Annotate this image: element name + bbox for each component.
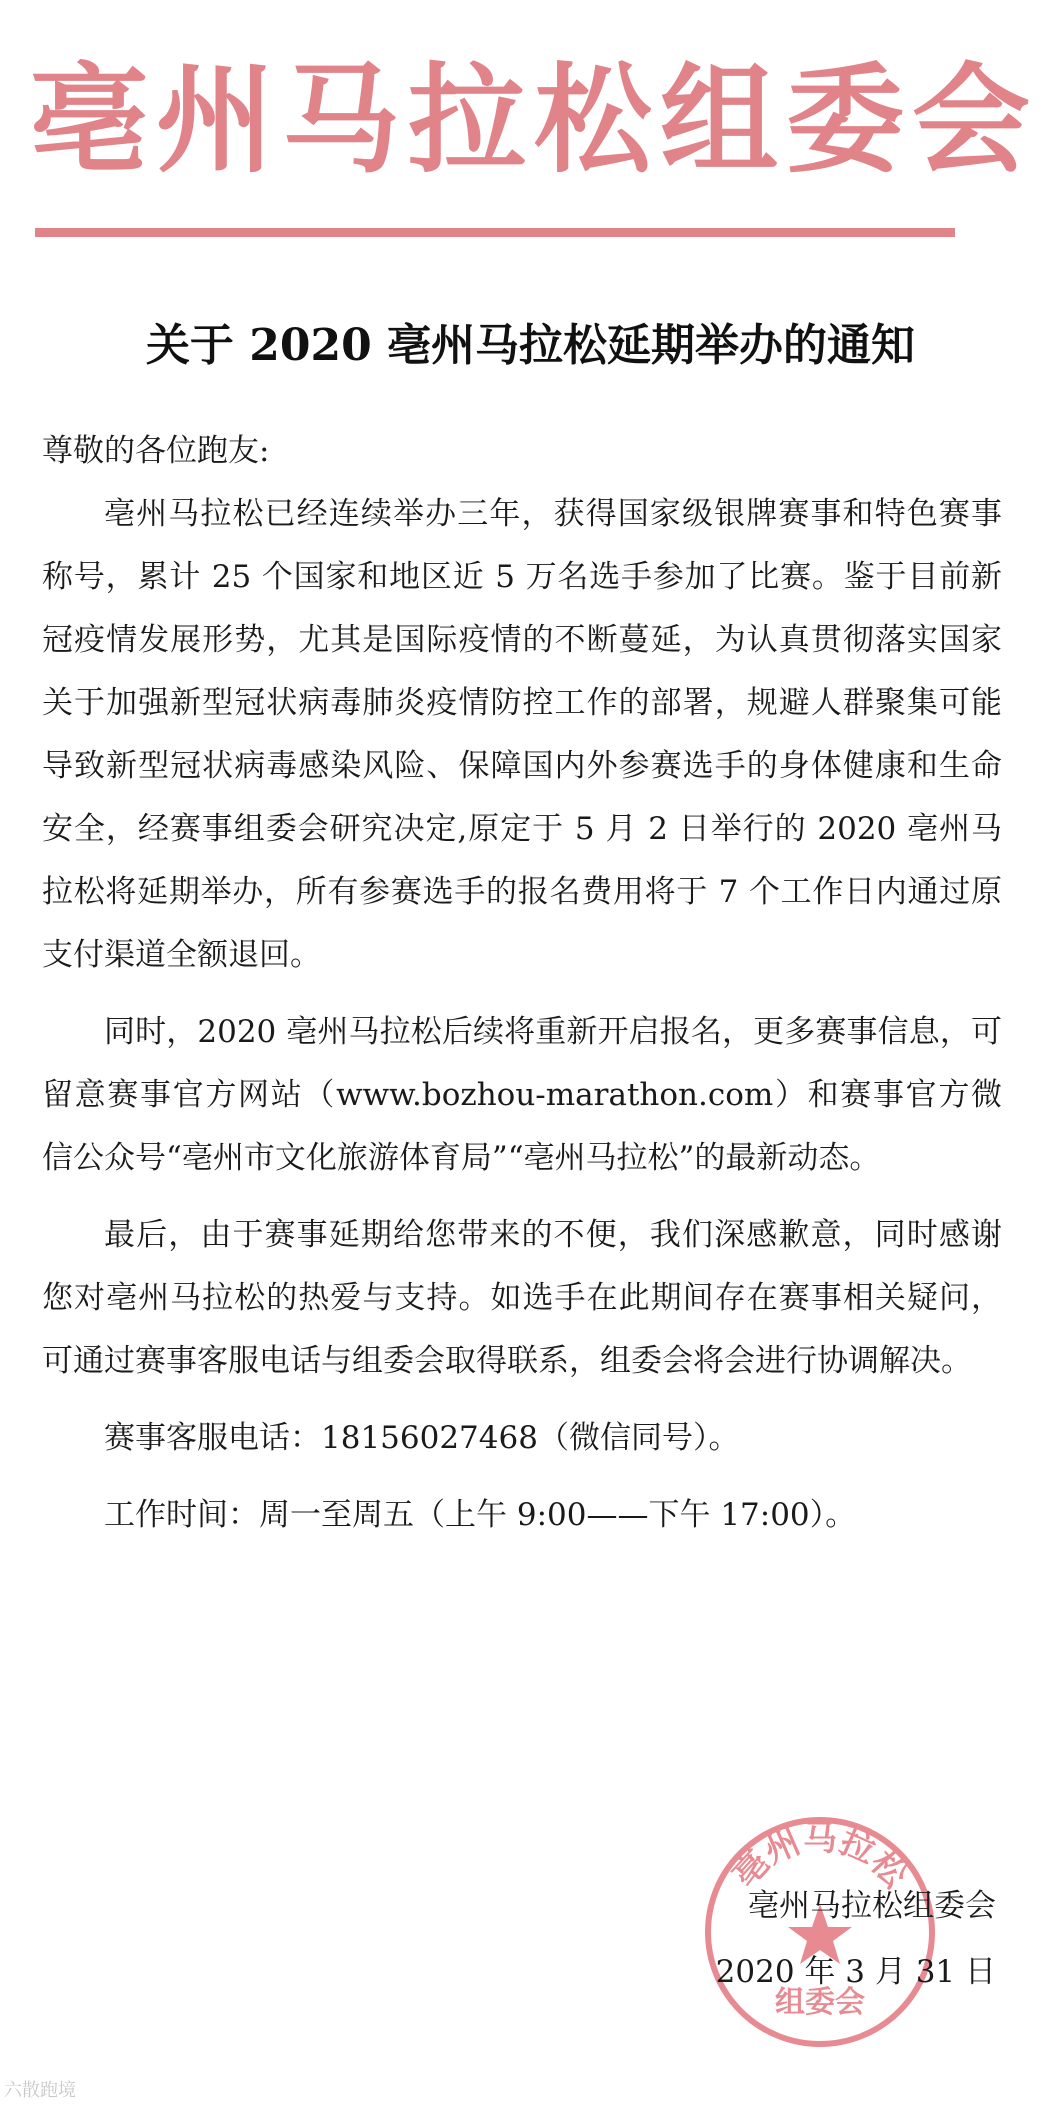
paragraph-apology: 最后，由于赛事延期给您带来的不便，我们深感歉意，同时感谢您对亳州马拉松的热爱与支持。如选手在此期间存在赛事相关疑问，可通过赛事客服电话与组委会取得联系，组委会将会进行协调解决。 <box>42 1217 1002 1379</box>
notice-body <box>42 420 1002 1561</box>
signature-org: 亳州马拉松组委会 <box>748 1888 996 1924</box>
seal-top-text: 亳州马拉松 <box>725 1819 915 1896</box>
letterhead-divider <box>35 228 955 237</box>
letterhead <box>30 20 1039 220</box>
notice-title: 关于 2020 亳州马拉松延期举办的通知 <box>145 320 916 371</box>
paragraph-hotline: 赛事客服电话：18156027468（微信同号）。 <box>104 1420 740 1456</box>
paragraph-announcement: 亳州马拉松已经连续举办三年，获得国家级银牌赛事和特色赛事称号，累计 25 个国家和地区近 5 万名选手参加了比赛。鉴于目前新冠疫情发展形势，尤其是国际疫情的不断蔓延，为认真贯彻落实国家关于加强新型冠状病毒肺炎疫情防控工作的部署，规避人群聚集可能导致新型冠状病毒感染风险、保障国内外参赛选手的身体健康和生命安全，经赛事组委会研究决定,原定于 5 月 2 日举行的 2020 亳州马拉松将延期举办，所有参赛选手的报名费用将于 7 个工作日内通过原支付渠道全额退回。 <box>42 496 1002 973</box>
signature-block <box>716 1873 996 2005</box>
salutation: 尊敬的各位跑友: <box>42 433 270 469</box>
signature-date: 2020 年 3 月 31 日 <box>715 1954 996 1990</box>
letterhead-title: 亳州马拉松组委会 <box>30 51 1039 189</box>
seal-bottom-text: 组委会 <box>775 1985 865 2020</box>
watermark: 六散跑境 <box>4 2080 76 2101</box>
paragraph-registration: 同时，2020 亳州马拉松后续将重新开启报名，更多赛事信息，可留意赛事官方网站（www.bozhou-marathon.com）和赛事官方微信公众号“亳州市文化旅游体育局”“亳州马拉松”的最新动态。 <box>42 1014 1002 1176</box>
paragraph-hours: 工作时间：周一至周五（上午 9:00——下午 17:00）。 <box>104 1497 857 1533</box>
